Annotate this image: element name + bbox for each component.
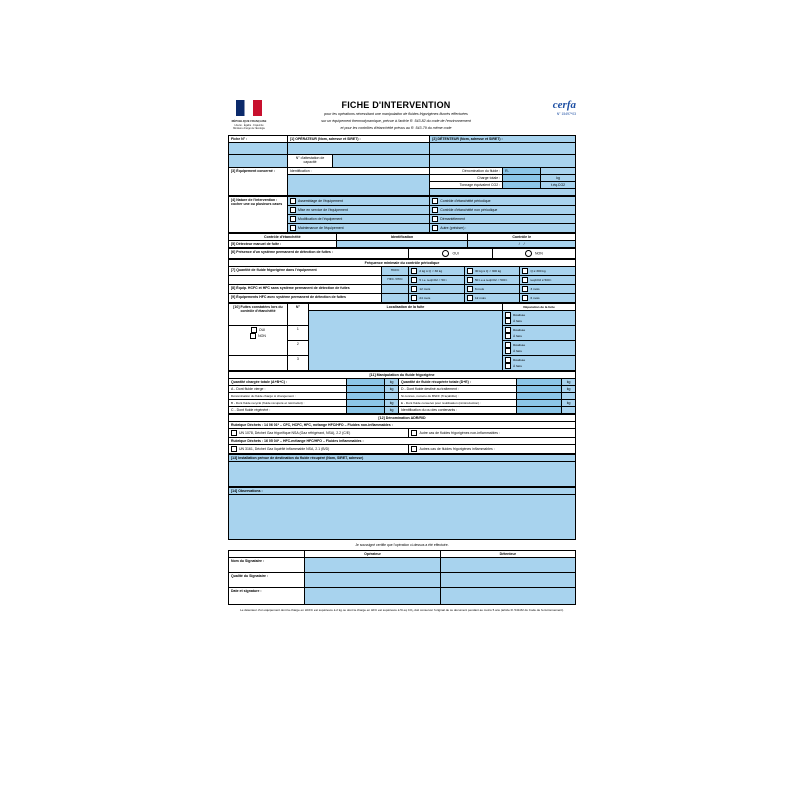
denomination-unit bbox=[541, 167, 576, 174]
detecteur-identification-input[interactable] bbox=[336, 240, 468, 247]
checkbox-icon[interactable] bbox=[522, 277, 528, 283]
fiche-number-label: Fiche N° : bbox=[229, 135, 288, 142]
frequence-row-3-cell-3[interactable] bbox=[520, 284, 576, 293]
manip-row-1-left-input[interactable] bbox=[346, 378, 384, 385]
controle-section-label: Contrôle d'étanchéité bbox=[229, 233, 337, 240]
frequence-row-2-cell-1[interactable] bbox=[409, 275, 465, 284]
nature-left-label-3: Modification de l'équipement bbox=[297, 216, 343, 221]
fuites-rep-4-realisee-label: Réalisée bbox=[513, 357, 526, 362]
adr-opt-2b[interactable] bbox=[409, 444, 576, 453]
nature-left-option-2[interactable] bbox=[287, 205, 429, 214]
signature-row-2-operateur[interactable] bbox=[305, 572, 440, 587]
manip-row-5-right-input[interactable] bbox=[517, 406, 562, 413]
cerfa-form bbox=[228, 100, 576, 612]
frequence-row-2-label-2: 50 t.e.a teqCO2 < 500 t bbox=[474, 277, 508, 282]
fuites-rep-4-afaire-label: À faire bbox=[513, 363, 523, 368]
nature-left-label-2: Mise en service de l'équipement bbox=[297, 207, 348, 212]
frequence-row-1-cell-0: HCFC bbox=[381, 266, 409, 275]
manip-row-4-right-unit: kg bbox=[562, 399, 576, 406]
nature-right-option-4[interactable] bbox=[430, 223, 576, 232]
checkbox-icon[interactable] bbox=[231, 446, 237, 452]
footer-note: Le détenteur d'un équipement dont la charge en HCFC est supérieure à 2 kg ou dont la charge en HFC est supérieure à 5t eq CO₂ doit conserver l'original de ce document pendant au moins 5 ans (article R. 543-82 du Code de l'environnement). bbox=[240, 607, 564, 612]
checkbox-icon[interactable] bbox=[505, 363, 511, 369]
marianne-logo bbox=[228, 100, 270, 131]
nature-left-label-4: Maintenance de l'équipement bbox=[297, 225, 344, 230]
controle-identification-label: Identification bbox=[336, 233, 468, 240]
nature-label: [4] Nature de l'intervention : cocher une ou plusieurs cases bbox=[229, 196, 288, 232]
frequence-row-2-cell-2[interactable] bbox=[464, 275, 520, 284]
attestation-input[interactable] bbox=[333, 154, 430, 167]
frequence-row-1-label-2: 30 kg ≤ Q < 300 kg bbox=[474, 268, 502, 273]
adr-opt-2a[interactable] bbox=[229, 444, 409, 453]
checkbox-icon[interactable] bbox=[505, 348, 511, 354]
manip-row-1-right-label: Quantité de fluide récupérée totale (D+E) : bbox=[399, 378, 517, 385]
frequence-row-1-cell-2[interactable] bbox=[464, 266, 520, 275]
observations-table bbox=[228, 487, 576, 540]
frequence-row-4-label-2: 12 mois bbox=[474, 295, 486, 300]
french-flag-icon bbox=[236, 100, 262, 116]
fuites-row-no-3: 3 bbox=[287, 355, 308, 370]
identity-section bbox=[228, 135, 576, 196]
fuites-rep-1-afaire[interactable] bbox=[505, 318, 573, 324]
detection-label: [6] Présence d'un système permanent de détection de fuites : bbox=[229, 248, 409, 258]
fuites-loc-area[interactable] bbox=[308, 310, 502, 370]
fuites-rep-2[interactable] bbox=[503, 325, 576, 340]
manip-row-4-left-input[interactable] bbox=[346, 399, 384, 406]
adr-opt-2a-label: UN 3161, Déchet Gaz liquéfié inflammable NSA, 2.1 (B/D) bbox=[239, 446, 330, 451]
nature-right-label-4: Autre (préciser) : bbox=[440, 225, 467, 230]
checkbox-icon[interactable] bbox=[432, 207, 438, 213]
checkbox-icon[interactable] bbox=[411, 430, 417, 436]
cerfa-logo: cerfa bbox=[552, 99, 576, 111]
denomination-label: Dénomination du fluide : bbox=[430, 167, 503, 174]
cerfa-block bbox=[522, 100, 576, 116]
frequence-row-3-cell-2[interactable] bbox=[464, 284, 520, 293]
fuites-col-rep: Réparation de la fuite bbox=[503, 303, 576, 310]
charge-totale-unit: kg bbox=[541, 174, 576, 181]
checkbox-icon[interactable] bbox=[467, 295, 473, 301]
manip-row-5-right-unit bbox=[562, 406, 576, 413]
detecteur-date-input[interactable] bbox=[468, 240, 576, 247]
nature-right-label-3: Démantèlement bbox=[440, 216, 465, 221]
fuites-row-no-1: 1 bbox=[287, 325, 308, 340]
checkbox-icon[interactable] bbox=[505, 333, 511, 339]
fuites-spacer bbox=[229, 355, 288, 370]
nature-left-option-1[interactable] bbox=[287, 196, 429, 205]
frequence-row-4-label-3: 6 mois bbox=[530, 295, 540, 300]
detection-oui-label: OUI bbox=[452, 250, 459, 255]
detection-oui-option[interactable] bbox=[409, 248, 492, 258]
manip-row-5-left-unit: kg bbox=[385, 406, 399, 413]
checkbox-icon[interactable] bbox=[290, 225, 296, 231]
frequence-row-4-label-1: 24 mois bbox=[419, 295, 431, 300]
nature-left-option-3[interactable] bbox=[287, 214, 429, 223]
frequence-row-3-label-2: 6 mois bbox=[474, 286, 485, 291]
fuites-rep-2-afaire-label: À faire bbox=[513, 333, 523, 338]
manipulation-table bbox=[228, 371, 576, 414]
fuites-col-loc: Localisation de la fuite bbox=[308, 303, 502, 310]
manip-row-2-right-input[interactable] bbox=[517, 385, 562, 392]
fuites-rep-2-afaire[interactable] bbox=[505, 333, 573, 339]
fiche-spacer bbox=[229, 154, 288, 167]
subtitle-line-1: pour les opérations nécessitant une manipulation de fluides frigorigènes fluorés effectuées bbox=[324, 112, 468, 116]
signature-col-operateur: Opérateur bbox=[305, 550, 440, 557]
checkbox-icon[interactable] bbox=[432, 225, 438, 231]
adr-opt-1b[interactable] bbox=[409, 428, 576, 437]
signature-row-1-label: Nom du Signataire : bbox=[229, 557, 305, 572]
manip-row-4-right-label: E - Dont fluide conservé pour réutilisation (réintroduction) : bbox=[399, 399, 517, 406]
nature-right-label-1: Contrôle d'étanchéité périodique bbox=[440, 198, 491, 203]
observations-title: [14] Observations : bbox=[229, 487, 576, 494]
frequence-row-3-label: [8] Équip. HCFC et HFC sans système permanent de détection de fuites bbox=[229, 284, 382, 293]
checkbox-icon[interactable] bbox=[467, 286, 473, 292]
manip-row-5-left-label: C - Dont fluide régénéré : bbox=[229, 406, 347, 413]
radio-icon[interactable] bbox=[525, 250, 532, 257]
signature-corner bbox=[229, 550, 305, 557]
nature-right-option-3[interactable] bbox=[430, 214, 576, 223]
manip-row-3-right-input[interactable] bbox=[517, 392, 562, 399]
adr-opt-1b-label: Autre cas de fluides frigorigènes non-inflammables : bbox=[419, 430, 500, 435]
checkbox-icon[interactable] bbox=[411, 295, 417, 301]
nature-right-option-2[interactable] bbox=[430, 205, 576, 214]
tonnage-label: Tonnage équivalent CO2 : bbox=[430, 181, 503, 188]
page-title: FICHE D'INTERVENTION bbox=[341, 100, 451, 110]
date-separator-1: / bbox=[518, 241, 520, 246]
nature-left-option-4[interactable] bbox=[287, 223, 429, 232]
signature-table bbox=[228, 550, 576, 605]
fuites-rep-1[interactable] bbox=[503, 310, 576, 325]
manip-row-5-right-label: Identification du ou des contenants : bbox=[399, 406, 517, 413]
checkbox-icon[interactable] bbox=[250, 333, 256, 339]
checkbox-icon[interactable] bbox=[411, 268, 417, 274]
manip-row-2-left-label: A - Dont fluide vierge : bbox=[229, 385, 347, 392]
frequence-row-4-cell-1[interactable] bbox=[409, 293, 465, 302]
destination-table bbox=[228, 454, 576, 487]
frequence-title: Fréquence minimale du contrôle périodique bbox=[229, 259, 576, 266]
fuites-label-text: [10] Fuites constatées lors du contrôle d'étanchéité bbox=[233, 304, 283, 313]
detection-non-label: NON bbox=[534, 250, 543, 255]
attestation-label: N° d'attestation de capacité bbox=[287, 154, 332, 167]
checkbox-icon[interactable] bbox=[522, 268, 528, 274]
signature-row-3-detenteur[interactable] bbox=[440, 587, 575, 604]
frequence-row-4-cell-0 bbox=[381, 293, 409, 302]
frequence-row-2-cell-0: HFC / PFC bbox=[381, 275, 409, 284]
denomination-input[interactable]: R- bbox=[503, 167, 541, 174]
manip-row-1-left-unit: kg bbox=[385, 378, 399, 385]
nature-right-label-2: Contrôle d'étanchéité non périodique bbox=[440, 207, 498, 212]
charge-totale-input[interactable] bbox=[503, 174, 541, 181]
detenteur-input-2[interactable] bbox=[430, 154, 576, 167]
fuites-col-no: N° bbox=[287, 303, 308, 325]
checkbox-icon[interactable] bbox=[411, 446, 417, 452]
title-block bbox=[276, 100, 516, 131]
frequence-row-2-label-1: 5 t.e. teqCO2 < 50 t bbox=[419, 277, 447, 282]
fuites-rep-3-afaire[interactable] bbox=[505, 348, 573, 354]
equipement-identification-label: Identification : bbox=[287, 167, 429, 174]
tonnage-input[interactable] bbox=[503, 181, 541, 188]
manip-row-3-right-unit bbox=[562, 392, 576, 399]
frequence-row-2-label bbox=[229, 275, 382, 284]
date-separator-2: / bbox=[523, 241, 525, 246]
certification-text: Je soussigné certifie que l'opération ci-dessus a été effectuée. bbox=[355, 542, 449, 547]
signature-row-1-operateur[interactable] bbox=[305, 557, 440, 572]
checkbox-icon[interactable] bbox=[411, 286, 417, 292]
checkbox-icon[interactable] bbox=[467, 277, 473, 283]
controle-etancheite-header bbox=[228, 233, 576, 248]
detenteur-label: [2] DÉTENTEUR (Nom, adresse et SIRET) : bbox=[430, 135, 576, 142]
subtitle-line-2: sur un équipement thermodynamique, prévue à l'article R. 543-82 du code de l'environnement bbox=[321, 118, 471, 123]
manip-row-3-left-input[interactable] bbox=[346, 392, 384, 399]
destination-title: [13] Installation prévue de destination du fluide récupéré (Nom, SIRET, adresse) bbox=[229, 454, 576, 461]
manip-row-2-left-input[interactable] bbox=[346, 385, 384, 392]
signature-row-3-operateur[interactable] bbox=[305, 587, 440, 604]
fuites-rep-1-afaire-label: À faire bbox=[513, 318, 523, 323]
equipement-spacer bbox=[430, 188, 576, 195]
fiche-number-input[interactable] bbox=[229, 142, 288, 154]
frequence-row-1-label: [7] Quantité de fluide frigorigène dans l'équipement bbox=[229, 266, 382, 275]
manip-row-1-left-label: Quantité chargée totale (A+B+C) : bbox=[229, 378, 347, 385]
frequence-row-4-label: [9] Équipements HFC avec système permanent de détection de fuites bbox=[229, 293, 382, 302]
checkbox-icon[interactable] bbox=[432, 216, 438, 222]
fuites-oui-label: OUI bbox=[258, 327, 266, 332]
subtitle-line-3: et pour les contrôles d'étanchéité prévus au R. 543-79 du même code bbox=[340, 125, 452, 130]
manipulation-title: [11] Manipulation du fluide frigorigène bbox=[229, 371, 576, 378]
manip-row-2-right-label: D - Dont fluide destiné au traitement : bbox=[399, 385, 517, 392]
frequence-row-1-label-1: 2 kg ≤ Q < 30 kg bbox=[419, 268, 443, 273]
adr-opt-1a[interactable] bbox=[229, 428, 409, 437]
operateur-input[interactable] bbox=[287, 142, 429, 154]
adr-line-1: Rubrique Déchets : 14 06 01* – CFC, HCFC, HFC, mélange HFC/HFO – Fluides non-inflammables : bbox=[229, 421, 576, 428]
detection-non-option[interactable] bbox=[492, 248, 575, 258]
signature-row-1-detenteur[interactable] bbox=[440, 557, 575, 572]
manip-row-2-right-unit: kg bbox=[562, 385, 576, 392]
adr-line-2: Rubrique Déchets : 16 05 04* – HFC-mélange HFC/HFO – Fluides inflammables : bbox=[229, 437, 576, 444]
checkbox-icon[interactable] bbox=[432, 198, 438, 204]
checkbox-icon[interactable] bbox=[522, 295, 528, 301]
form-header bbox=[228, 100, 576, 135]
fuites-non-option[interactable] bbox=[231, 333, 285, 339]
signature-row-3-label: Date et signature : bbox=[229, 587, 305, 604]
adr-title: [12] Dénomination ADR/RID bbox=[229, 414, 576, 421]
frequence-row-4-cell-3[interactable] bbox=[520, 293, 576, 302]
nature-left-label-1: Assemblage de l'équipement bbox=[297, 198, 343, 203]
radio-icon[interactable] bbox=[442, 250, 449, 257]
operateur-label: [1] OPÉRATEUR (Nom, adresse et SIRET) : bbox=[287, 135, 429, 142]
frequence-row-1-label-3: Q ≥ 300 kg bbox=[530, 268, 546, 273]
charge-totale-label: Charge totale : bbox=[430, 174, 503, 181]
frequence-row-3-label-3: 3 mois bbox=[530, 286, 540, 291]
manip-row-5-left-input[interactable] bbox=[346, 406, 384, 413]
fuites-rep-1-realisee-label: Réalisée bbox=[513, 312, 526, 317]
ministry-label: Ministère chargé de l'Écologie bbox=[233, 127, 265, 131]
fuites-rep-4[interactable] bbox=[503, 355, 576, 370]
equipement-identification-input[interactable] bbox=[287, 174, 429, 195]
equipement-label: [3] Équipement concerné : bbox=[229, 167, 288, 195]
fuites-table bbox=[228, 303, 576, 371]
checkbox-icon[interactable] bbox=[505, 318, 511, 324]
manip-row-1-right-unit: kg bbox=[562, 378, 576, 385]
adr-opt-2b-label: Autres cas de fluides frigorigènes inflammables : bbox=[419, 446, 495, 451]
checkbox-icon[interactable] bbox=[522, 286, 528, 292]
nature-right-option-1[interactable] bbox=[430, 196, 576, 205]
agency-line-1: RÉPUBLIQUE FRANÇAISE bbox=[231, 119, 267, 123]
fuites-oui-non[interactable] bbox=[229, 325, 288, 355]
frequence-row-3-cell-1[interactable] bbox=[409, 284, 465, 293]
manip-row-4-left-label: B - Dont fluide recyclé (fluide récupéré et réintroduit) : bbox=[229, 399, 347, 406]
checkbox-icon[interactable] bbox=[290, 216, 296, 222]
checkbox-icon[interactable] bbox=[251, 327, 257, 333]
frequence-row-2-cell-3[interactable] bbox=[520, 275, 576, 284]
signature-row-2-label: Qualité du Signataire : bbox=[229, 572, 305, 587]
fuites-row-no-2: 2 bbox=[287, 340, 308, 355]
destination-input[interactable] bbox=[229, 461, 576, 486]
detecteur-label: [5] Détecteur manuel de fuite : bbox=[229, 240, 337, 247]
manip-row-1-right-input[interactable] bbox=[517, 378, 562, 385]
nature-intervention-section bbox=[228, 196, 576, 233]
fuites-rep-4-afaire[interactable] bbox=[505, 363, 573, 369]
fuites-rep-2-realisee-label: Réalisée bbox=[513, 327, 526, 332]
frequence-row-2-label-3: teqCO2 ≥ 500 t bbox=[530, 277, 552, 282]
checkbox-icon[interactable] bbox=[290, 207, 296, 213]
manip-row-2-left-unit: kg bbox=[385, 385, 399, 392]
frequence-row-1-cell-3[interactable] bbox=[520, 266, 576, 275]
fuites-rep-3[interactable] bbox=[503, 340, 576, 355]
manip-row-3-left-unit bbox=[385, 392, 399, 399]
observations-input[interactable] bbox=[229, 494, 576, 539]
fuites-rep-3-realisee-label: Réalisée bbox=[513, 342, 526, 347]
fuites-rep-3-afaire-label: À faire bbox=[513, 348, 523, 353]
manip-row-4-left-unit: kg bbox=[385, 399, 399, 406]
frequence-table bbox=[228, 259, 576, 303]
checkbox-icon[interactable] bbox=[231, 430, 237, 436]
manip-row-4-right-input[interactable] bbox=[517, 399, 562, 406]
checkbox-icon[interactable] bbox=[290, 198, 296, 204]
adr-rid-table bbox=[228, 414, 576, 454]
detenteur-input[interactable] bbox=[430, 142, 576, 154]
fuites-non-label: NON bbox=[258, 333, 266, 338]
cerfa-number: N° 15497*03 bbox=[556, 112, 576, 116]
frequence-row-3-cell-0 bbox=[381, 284, 409, 293]
tonnage-unit: t.éq.CO2 bbox=[541, 181, 576, 188]
manip-row-3-right-label: Si connus, numéro du BSFF (Traçabilité) : bbox=[399, 392, 517, 399]
agency-line-2: Liberté · Égalité · Fraternité bbox=[234, 123, 264, 127]
fuites-label bbox=[229, 303, 288, 325]
manip-row-3-left-label: Dénomination du fluide chargé si changement : bbox=[229, 392, 347, 399]
adr-opt-1a-label: UN 1078, Déchet Gaz frigorifique NSA (Gaz réfrigérant, NSA), 2.2 (C/E) bbox=[239, 430, 351, 435]
detection-permanente-section bbox=[228, 248, 576, 259]
signature-col-detenteur: Détenteur bbox=[440, 550, 575, 557]
checkbox-icon[interactable] bbox=[411, 277, 417, 283]
frequence-row-4-cell-2[interactable] bbox=[464, 293, 520, 302]
checkbox-icon[interactable] bbox=[467, 268, 473, 274]
signature-row-2-detenteur[interactable] bbox=[440, 572, 575, 587]
controle-date-label: Contrôle le bbox=[468, 233, 576, 240]
frequence-row-1-cell-1[interactable] bbox=[409, 266, 465, 275]
frequence-row-3-label-1: 12 mois bbox=[419, 286, 431, 291]
